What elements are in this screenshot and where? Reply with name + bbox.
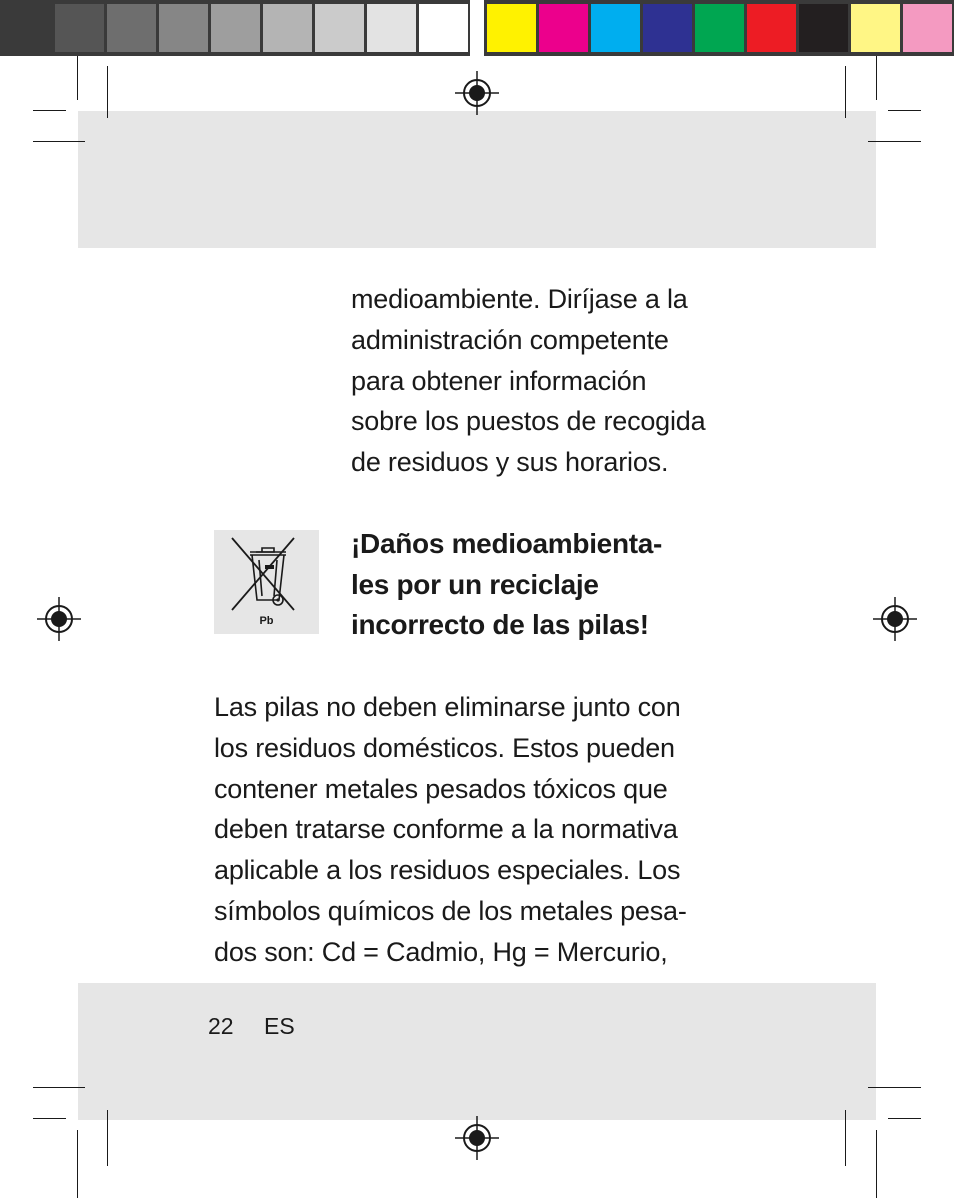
page-number: 22 [208, 1013, 234, 1039]
intro-paragraph [351, 279, 705, 483]
registration-mark-right-icon [873, 597, 917, 641]
registration-mark-left-icon [37, 597, 81, 641]
crossed-out-wheelie-bin-icon [214, 530, 319, 634]
intro-line: sobre los puestos de recogida [351, 406, 706, 437]
body-line: dos son: Cd = Cadmio, Hg = Mercurio, [214, 936, 668, 967]
body-line: aplicable a los residuos especiales. Los [214, 855, 681, 886]
intro-line: medioambiente. Diríjase a la [351, 284, 688, 314]
gray-swatch [367, 4, 416, 52]
color-swatch [487, 4, 536, 52]
color-swatch [747, 4, 796, 52]
gray-swatch [55, 4, 104, 52]
top-gray-band [78, 111, 876, 248]
language-code: ES [264, 1013, 295, 1039]
body-line: contener metales pesados tóxicos que [214, 773, 668, 804]
gray-swatch [211, 4, 260, 52]
body-paragraph [214, 687, 687, 973]
gray-swatch [107, 4, 156, 52]
gray-swatch [3, 4, 52, 52]
gray-swatch [159, 4, 208, 52]
body-line: Las pilas no deben eliminarse junto con [214, 692, 681, 722]
intro-line: para obtener información [351, 365, 647, 396]
warning-heading [351, 524, 662, 646]
color-swatch [643, 4, 692, 52]
color-calibration-bar [0, 0, 954, 56]
bottom-gray-band [78, 983, 876, 1120]
color-swatch [591, 4, 640, 52]
registration-mark-bottom-icon [455, 1116, 499, 1160]
heading-line: ¡Daños medioambienta- [351, 528, 663, 559]
body-line: deben tratarse conforme a la normativa [214, 814, 678, 845]
gray-swatch [419, 4, 468, 52]
color-swatch [799, 4, 848, 52]
gray-swatch [315, 4, 364, 52]
color-swatch [903, 4, 952, 52]
body-line: los residuos domésticos. Estos pueden [214, 732, 675, 763]
registration-mark-top-icon [455, 71, 499, 115]
heading-line: les por un reciclaje [351, 568, 599, 600]
pictogram-label: Pb [259, 615, 274, 627]
heading-line: incorrecto de las pilas! [351, 609, 649, 640]
intro-line: administración competente [351, 324, 669, 355]
color-swatch [851, 4, 900, 52]
intro-line: de residuos y sus horarios. [351, 447, 669, 478]
gray-swatch [263, 4, 312, 52]
color-swatch [695, 4, 744, 52]
body-line: símbolos químicos de los metales pesa- [214, 895, 687, 926]
color-swatch [539, 4, 588, 52]
